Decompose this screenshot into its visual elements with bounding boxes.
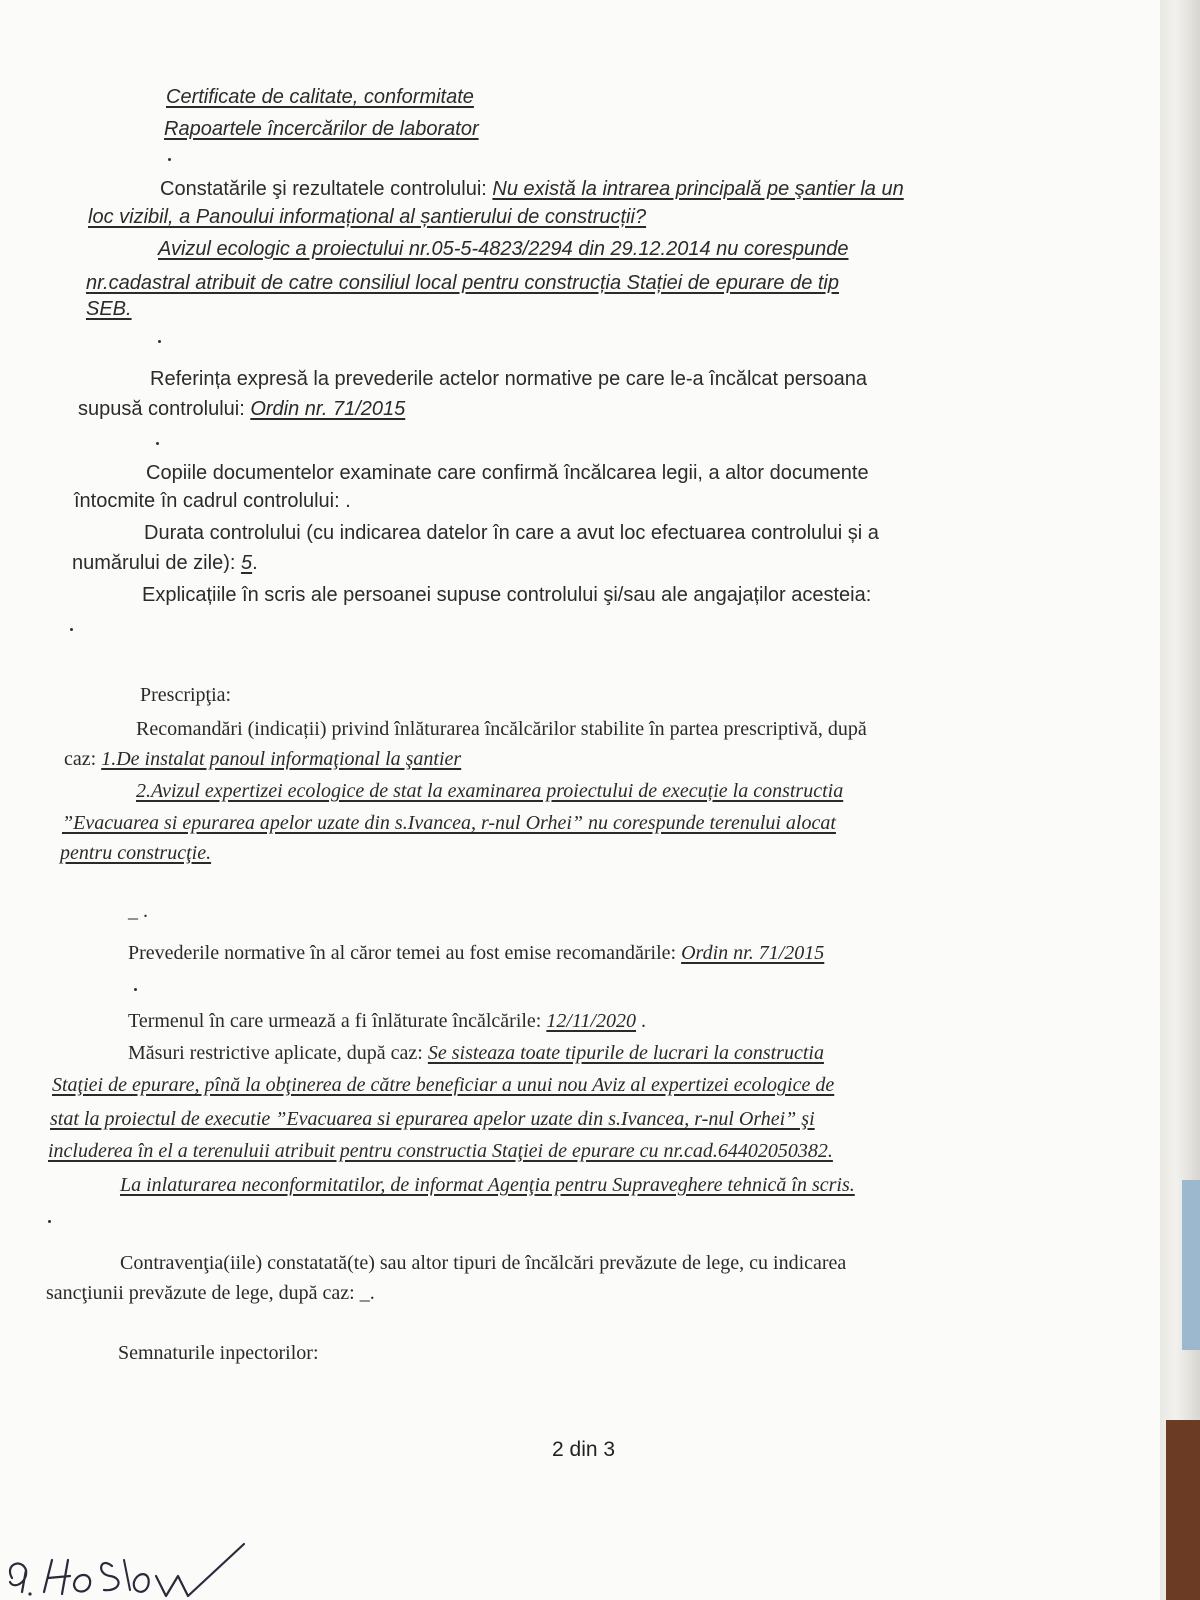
desk-surface	[1166, 1420, 1200, 1600]
recomandari-value-1: 1.De instalat panoul informaţional la şantier	[101, 748, 462, 770]
durata-end: .	[252, 552, 258, 574]
copii-line-2: întocmite în cadrul controlului: .	[74, 490, 351, 512]
constatari-text-1: Nu există la intrarea principală pe şantier la un	[492, 178, 904, 200]
line-rapoartele: Rapoartele încercărilor de laborator	[164, 118, 479, 140]
prescriptia-heading: Prescripţia:	[140, 684, 232, 706]
masuri-line-4: includerea în el a terenuluii atribuit pentru constructia Staţiei de epurare cu nr.cad.64402050382.	[48, 1140, 833, 1162]
bullet-dot	[158, 340, 161, 343]
aviz-text-2: nr.cadastral atribuit de catre consiliul local pentru construcția Stației de epurare de tip	[86, 272, 839, 294]
page-number: 2 din 3	[552, 1438, 616, 1461]
recomandari-line-2	[64, 748, 461, 771]
recomandari-label: caz:	[64, 748, 102, 770]
aviz-text-1: Avizul ecologic a proiectului nr.05-5-4823/2294 din 29.12.2014 nu corespunde	[158, 238, 849, 260]
masuri-value-1: Se sisteaza toate tipurile de lucrari la constructia	[427, 1042, 824, 1064]
blue-object	[1182, 1180, 1200, 1350]
semnaturi-label: Semnaturile inpectorilor:	[118, 1342, 319, 1364]
recomandari-line-5: pentru construcţie.	[60, 842, 212, 864]
bullet-dot	[156, 442, 159, 445]
constatari-text-2: loc vizibil, a Panoului informațional al șantierului de construcții?	[88, 206, 647, 228]
termen-end: .	[636, 1010, 646, 1032]
masuri-line-3: stat la proiectul de executie ”Evacuarea si epurarea apelor uzate din s.Ivancea, r-nul Orhei” şi	[50, 1108, 815, 1130]
handwritten-signature	[0, 1520, 260, 1600]
masuri-line-2: Staţiei de epurare, pînă la obţinerea de către beneficiar a unui nou Aviz al expertizei ecologice de	[52, 1074, 835, 1096]
prevederile-value: Ordin nr. 71/2015	[681, 942, 825, 964]
aviz-text-3: SEB.	[86, 298, 132, 320]
recomandari-line-1: Recomandări (indicații) privind înlăturarea încălcărilor stabilite în partea prescriptivă, după	[136, 718, 867, 740]
referinta-label: supusă controlului:	[78, 398, 251, 420]
constatari-label: Constatările şi rezultatele controlului:	[160, 178, 493, 200]
masuri-label: Măsuri restrictive aplicate, după caz:	[128, 1042, 428, 1064]
explicatii-line: Explicațiile în scris ale persoanei supuse controlului şi/sau ale angajaților acesteia:	[142, 584, 872, 606]
durata-line-1: Durata controlului (cu indicarea datelor în care a avut loc efectuarea controlului și a	[144, 522, 879, 544]
referinta-value: Ordin nr. 71/2015	[250, 398, 406, 420]
bullet-dot	[70, 628, 73, 631]
termen-label: Termenul în care urmează a fi înlăturate încălcările:	[128, 1010, 547, 1032]
termen-value: 12/11/2020	[546, 1010, 636, 1032]
dash-mark: _ .	[128, 900, 148, 922]
prevederile-label: Prevederile normative în al căror temei au fost emise recomandările:	[128, 942, 682, 964]
termen-line	[128, 1010, 646, 1033]
durata-value: 5	[240, 552, 253, 574]
line-certificate: Certificate de calitate, conformitate	[166, 86, 474, 108]
contraventia-line-1: Contravenţia(iile) constatată(te) sau altor tipuri de încălcări prevăzute de lege, cu indicarea	[120, 1252, 847, 1274]
recomandari-line-4: ”Evacuarea si epurarea apelor uzate din s.Ivancea, r-nul Orhei” nu corespunde terenului alocat	[62, 812, 836, 834]
durata-line-2	[72, 552, 258, 575]
prevederile-line	[128, 942, 824, 965]
masuri-line-1	[128, 1042, 824, 1065]
referinta-line-2	[78, 398, 405, 421]
durata-label: numărului de zile):	[72, 552, 241, 574]
masuri-line-5: La inlaturarea neconformitatilor, de informat Agenţia pentru Supraveghere tehnică în scris.	[120, 1174, 855, 1196]
copii-line-1: Copiile documentelor examinate care confirmă încălcarea legii, a altor documente	[146, 462, 869, 484]
bullet-dot	[168, 158, 171, 161]
recomandari-line-3: 2.Avizul expertizei ecologice de stat la examinarea proiectului de execuție la constructia	[136, 780, 844, 802]
underlying-paper-edge	[1160, 0, 1200, 1600]
contraventia-line-2: sancţiunii prevăzute de lege, după caz: _.	[46, 1282, 375, 1304]
bullet-dot	[48, 1220, 51, 1223]
constatari-line-1	[160, 178, 904, 201]
bullet-dot	[134, 988, 137, 991]
referinta-line-1: Referința expresă la prevederile actelor normative pe care le-a încălcat persoana	[150, 368, 868, 390]
